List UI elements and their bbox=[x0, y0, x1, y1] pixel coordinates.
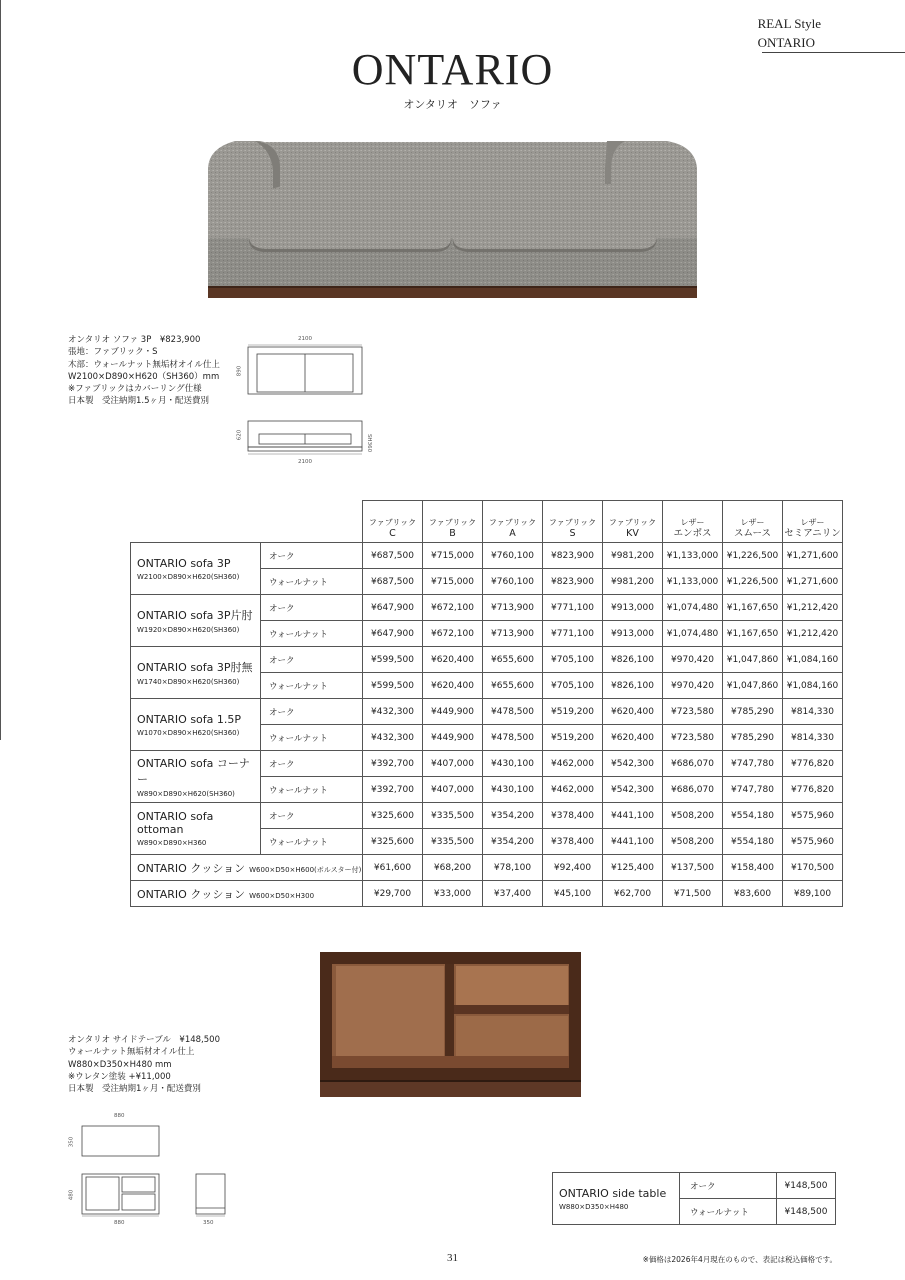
product-name-cell: ONTARIO sofa コーナー W890×D890×H620(SH360) bbox=[131, 751, 261, 803]
price-cell: ¥137,500 bbox=[663, 855, 723, 881]
spec-line: 木部：ウォールナット無垢材オイル仕上 bbox=[68, 359, 220, 370]
dim-label: 620 bbox=[236, 429, 243, 441]
price-cell: ¥432,300 bbox=[363, 725, 423, 751]
product-name-cell: ONTARIO sofa 1.5P W1070×D890×H620(SH360) bbox=[131, 699, 261, 751]
table-row bbox=[131, 699, 843, 725]
material-cell: ウォールナット bbox=[261, 673, 363, 699]
material-cell: オーク bbox=[261, 699, 363, 725]
price-cell: ¥1,074,480 bbox=[663, 595, 723, 621]
product-name-cell: ONTARIO side table W880×D350×H480 bbox=[553, 1173, 680, 1225]
price-cell: ¥705,100 bbox=[543, 647, 603, 673]
price-cell: ¥620,400 bbox=[423, 673, 483, 699]
side-table-spec bbox=[68, 1034, 220, 1095]
dim-label: 880 bbox=[114, 1220, 125, 1226]
price-cell: ¥723,580 bbox=[663, 699, 723, 725]
price-cell: ¥1,133,000 bbox=[663, 569, 723, 595]
material-cell: オーク bbox=[261, 803, 363, 829]
price-cell: ¥441,100 bbox=[603, 803, 663, 829]
price-cell: ¥392,700 bbox=[363, 751, 423, 777]
price-cell: ¥325,600 bbox=[363, 829, 423, 855]
price-cell: ¥760,100 bbox=[483, 543, 543, 569]
price-cell: ¥45,100 bbox=[543, 881, 603, 907]
material-cell: オーク bbox=[261, 647, 363, 673]
price-cell: ¥554,180 bbox=[723, 829, 783, 855]
price-cell: ¥686,070 bbox=[663, 777, 723, 803]
price-cell: ¥1,271,600 bbox=[783, 569, 843, 595]
price-cell: ¥1,167,650 bbox=[723, 621, 783, 647]
cushion-name-cell: ONTARIO クッション W600×D50×H300 bbox=[131, 881, 363, 907]
brand-line-2: ONTARIO bbox=[757, 35, 816, 50]
material-cell: オーク bbox=[261, 751, 363, 777]
side-table-photo bbox=[318, 950, 583, 1100]
price-cell: ¥1,212,420 bbox=[783, 621, 843, 647]
price-cell: ¥776,820 bbox=[783, 777, 843, 803]
price-cell: ¥575,960 bbox=[783, 803, 843, 829]
price-cell: ¥432,300 bbox=[363, 699, 423, 725]
price-cell: ¥125,400 bbox=[603, 855, 663, 881]
price-cell: ¥71,500 bbox=[663, 881, 723, 907]
price-cell: ¥508,200 bbox=[663, 803, 723, 829]
column-header: ファブリック B bbox=[423, 501, 483, 543]
price-cell: ¥449,900 bbox=[423, 725, 483, 751]
sofa-top-drawing bbox=[247, 344, 365, 398]
table-row bbox=[131, 595, 843, 621]
price-cell: ¥554,180 bbox=[723, 803, 783, 829]
price-cell: ¥148,500 bbox=[777, 1199, 836, 1225]
price-cell: ¥785,290 bbox=[723, 699, 783, 725]
dim-label: SH360 bbox=[366, 433, 373, 453]
price-cell: ¥723,580 bbox=[663, 725, 723, 751]
price-cell: ¥1,047,860 bbox=[723, 647, 783, 673]
price-cell: ¥325,600 bbox=[363, 803, 423, 829]
price-cell: ¥61,600 bbox=[363, 855, 423, 881]
column-header: ファブリック KV bbox=[603, 501, 663, 543]
price-cell: ¥62,700 bbox=[603, 881, 663, 907]
price-cell: ¥1,084,160 bbox=[783, 673, 843, 699]
price-cell: ¥354,200 bbox=[483, 803, 543, 829]
material-cell: ウォールナット bbox=[261, 569, 363, 595]
price-cell: ¥823,900 bbox=[543, 543, 603, 569]
material-cell: オーク bbox=[261, 595, 363, 621]
spec-line: W2100×D890×H620（SH360）mm bbox=[68, 371, 220, 382]
price-cell: ¥1,226,500 bbox=[723, 543, 783, 569]
price-cell: ¥1,047,860 bbox=[723, 673, 783, 699]
material-cell: オーク bbox=[261, 543, 363, 569]
material-cell: オーク bbox=[680, 1173, 777, 1199]
price-cell: ¥407,000 bbox=[423, 777, 483, 803]
price-cell: ¥776,820 bbox=[783, 751, 843, 777]
price-cell: ¥354,200 bbox=[483, 829, 543, 855]
side-table-front-drawing bbox=[81, 1172, 161, 1218]
price-footnote: ※価格は2026年4月現在のもので、表記は税込価格です。 bbox=[642, 1255, 837, 1264]
price-cell: ¥33,000 bbox=[423, 881, 483, 907]
price-cell: ¥1,271,600 bbox=[783, 543, 843, 569]
price-cell: ¥1,084,160 bbox=[783, 647, 843, 673]
product-name-cell: ONTARIO sofa ottoman W890×D890×H360 bbox=[131, 803, 261, 855]
price-cell: ¥826,100 bbox=[603, 673, 663, 699]
material-cell: ウォールナット bbox=[261, 621, 363, 647]
price-cell: ¥814,330 bbox=[783, 699, 843, 725]
column-header: レザー エンボス bbox=[663, 501, 723, 543]
price-cell: ¥760,100 bbox=[483, 569, 543, 595]
table-header-row bbox=[131, 501, 843, 543]
table-row bbox=[131, 881, 843, 907]
cushion-name-cell: ONTARIO クッション W600×D50×H600(ボルスター付) bbox=[131, 855, 363, 881]
price-cell: ¥826,100 bbox=[603, 647, 663, 673]
price-cell: ¥392,700 bbox=[363, 777, 423, 803]
price-cell: ¥686,070 bbox=[663, 751, 723, 777]
price-cell: ¥542,300 bbox=[603, 777, 663, 803]
spec-line: ※ウレタン塗装 +¥11,000 bbox=[68, 1071, 171, 1082]
price-cell: ¥378,400 bbox=[543, 803, 603, 829]
price-cell: ¥814,330 bbox=[783, 725, 843, 751]
price-cell: ¥575,960 bbox=[783, 829, 843, 855]
material-cell: ウォールナット bbox=[261, 777, 363, 803]
dim-label: 350 bbox=[203, 1220, 214, 1226]
price-cell: ¥599,500 bbox=[363, 647, 423, 673]
spec-line: ウォールナット無垢材オイル仕上 bbox=[68, 1047, 195, 1058]
material-cell: ウォールナット bbox=[261, 829, 363, 855]
price-cell: ¥687,500 bbox=[363, 569, 423, 595]
price-cell: ¥478,500 bbox=[483, 725, 543, 751]
sofa-spec bbox=[68, 334, 220, 408]
header-blank bbox=[131, 501, 363, 543]
price-cell: ¥462,000 bbox=[543, 751, 603, 777]
price-cell: ¥913,000 bbox=[603, 621, 663, 647]
dim-label: 2100 bbox=[298, 336, 312, 342]
dim-label: 350 bbox=[68, 1136, 75, 1148]
dim-label: 880 bbox=[114, 1113, 125, 1119]
column-header: レザー スムース bbox=[723, 501, 783, 543]
dim-label: 480 bbox=[68, 1189, 75, 1201]
price-cell: ¥715,000 bbox=[423, 543, 483, 569]
price-cell: ¥620,400 bbox=[423, 647, 483, 673]
price-cell: ¥335,500 bbox=[423, 803, 483, 829]
price-cell: ¥89,100 bbox=[783, 881, 843, 907]
price-cell: ¥647,900 bbox=[363, 621, 423, 647]
spec-line: 張地：ファブリック・S bbox=[68, 347, 158, 358]
price-cell: ¥981,200 bbox=[603, 569, 663, 595]
price-cell: ¥1,133,000 bbox=[663, 543, 723, 569]
price-cell: ¥478,500 bbox=[483, 699, 543, 725]
price-cell: ¥715,000 bbox=[423, 569, 483, 595]
side-table-top-drawing bbox=[81, 1124, 161, 1158]
side-table-price-table bbox=[552, 1172, 836, 1225]
side-table-side-drawing bbox=[194, 1172, 228, 1218]
price-cell: ¥981,200 bbox=[603, 543, 663, 569]
product-name-cell: ONTARIO sofa 3P肘無 W1740×D890×H620(SH360) bbox=[131, 647, 261, 699]
price-cell: ¥29,700 bbox=[363, 881, 423, 907]
price-cell: ¥78,100 bbox=[483, 855, 543, 881]
spec-line: 日本製 受注納期1.5ヶ月・配送費別 bbox=[68, 396, 210, 407]
material-cell: ウォールナット bbox=[261, 725, 363, 751]
price-cell: ¥508,200 bbox=[663, 829, 723, 855]
table-row bbox=[553, 1173, 836, 1199]
price-cell: ¥747,780 bbox=[723, 777, 783, 803]
price-cell: ¥647,900 bbox=[363, 595, 423, 621]
price-cell: ¥823,900 bbox=[543, 569, 603, 595]
price-cell: ¥519,200 bbox=[543, 699, 603, 725]
price-cell: ¥771,100 bbox=[543, 621, 603, 647]
price-cell: ¥970,420 bbox=[663, 647, 723, 673]
price-cell: ¥449,900 bbox=[423, 699, 483, 725]
price-cell: ¥672,100 bbox=[423, 621, 483, 647]
price-cell: ¥705,100 bbox=[543, 673, 603, 699]
column-header: レザー セミアニリン bbox=[783, 501, 843, 543]
dim-label: 2100 bbox=[298, 459, 312, 465]
price-cell: ¥1,212,420 bbox=[783, 595, 843, 621]
price-cell: ¥170,500 bbox=[783, 855, 843, 881]
price-cell: ¥785,290 bbox=[723, 725, 783, 751]
price-cell: ¥747,780 bbox=[723, 751, 783, 777]
price-cell: ¥1,074,480 bbox=[663, 621, 723, 647]
price-cell: ¥655,600 bbox=[483, 673, 543, 699]
table-row bbox=[131, 855, 843, 881]
column-header: ファブリック C bbox=[363, 501, 423, 543]
table-row bbox=[131, 647, 843, 673]
spec-line: W880×D350×H480 mm bbox=[68, 1059, 172, 1070]
column-header: ファブリック S bbox=[543, 501, 603, 543]
spec-line: オンタリオ ソファ 3P ¥823,900 bbox=[68, 335, 201, 345]
spec-line: オンタリオ サイドテーブル ¥148,500 bbox=[68, 1035, 220, 1045]
table-row bbox=[131, 751, 843, 777]
price-cell: ¥913,000 bbox=[603, 595, 663, 621]
sofa-front-drawing bbox=[247, 418, 365, 456]
page-title: ONTARIO bbox=[351, 45, 554, 94]
price-table bbox=[130, 500, 843, 907]
price-cell: ¥1,226,500 bbox=[723, 569, 783, 595]
price-cell: ¥68,200 bbox=[423, 855, 483, 881]
price-cell: ¥378,400 bbox=[543, 829, 603, 855]
page-subtitle: オンタリオ ソファ bbox=[403, 98, 502, 111]
page-number: 31 bbox=[447, 1252, 458, 1264]
brand-line-1: REAL Style bbox=[757, 16, 821, 31]
price-cell: ¥713,900 bbox=[483, 621, 543, 647]
price-cell: ¥37,400 bbox=[483, 881, 543, 907]
price-cell: ¥83,600 bbox=[723, 881, 783, 907]
table-row bbox=[131, 803, 843, 829]
price-cell: ¥158,400 bbox=[723, 855, 783, 881]
price-cell: ¥92,400 bbox=[543, 855, 603, 881]
price-cell: ¥462,000 bbox=[543, 777, 603, 803]
price-cell: ¥599,500 bbox=[363, 673, 423, 699]
dim-label: 890 bbox=[236, 365, 243, 377]
price-cell: ¥441,100 bbox=[603, 829, 663, 855]
price-cell: ¥771,100 bbox=[543, 595, 603, 621]
sofa-photo bbox=[205, 138, 700, 303]
price-cell: ¥687,500 bbox=[363, 543, 423, 569]
spec-line: ※ファブリックはカバーリング仕様 bbox=[68, 384, 202, 395]
price-cell: ¥407,000 bbox=[423, 751, 483, 777]
table-row bbox=[131, 543, 843, 569]
price-cell: ¥542,300 bbox=[603, 751, 663, 777]
product-name-cell: ONTARIO sofa 3P W2100×D890×H620(SH360) bbox=[131, 543, 261, 595]
price-cell: ¥672,100 bbox=[423, 595, 483, 621]
price-cell: ¥713,900 bbox=[483, 595, 543, 621]
price-cell: ¥620,400 bbox=[603, 699, 663, 725]
price-cell: ¥335,500 bbox=[423, 829, 483, 855]
column-header: ファブリック A bbox=[483, 501, 543, 543]
price-cell: ¥620,400 bbox=[603, 725, 663, 751]
price-cell: ¥519,200 bbox=[543, 725, 603, 751]
material-cell: ウォールナット bbox=[680, 1199, 777, 1225]
price-cell: ¥970,420 bbox=[663, 673, 723, 699]
price-cell: ¥1,167,650 bbox=[723, 595, 783, 621]
price-cell: ¥655,600 bbox=[483, 647, 543, 673]
spec-line: 日本製 受注納期1ヶ月・配送費別 bbox=[68, 1084, 201, 1095]
price-cell: ¥148,500 bbox=[777, 1173, 836, 1199]
price-cell: ¥430,100 bbox=[483, 751, 543, 777]
price-cell: ¥430,100 bbox=[483, 777, 543, 803]
product-name-cell: ONTARIO sofa 3P片肘 W1920×D890×H620(SH360) bbox=[131, 595, 261, 647]
